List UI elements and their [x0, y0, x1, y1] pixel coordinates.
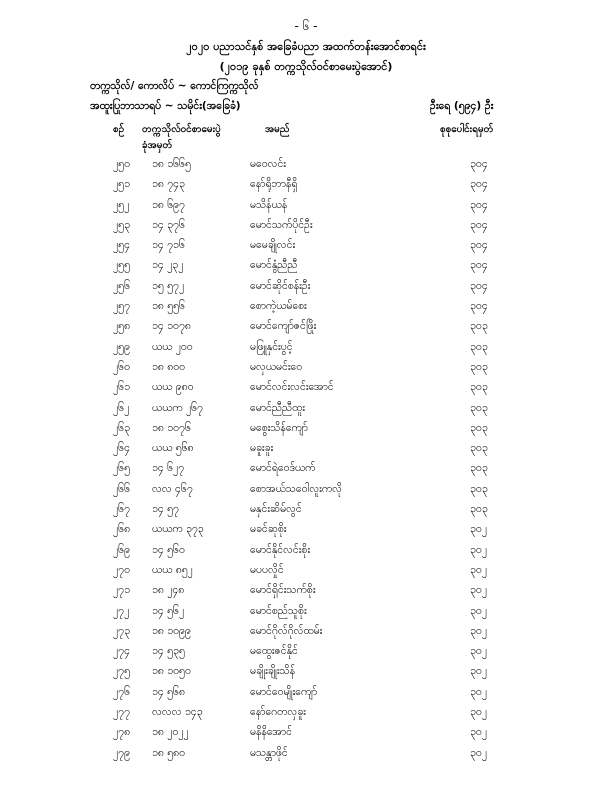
total-mark: ၃၀၄: [470, 158, 488, 170]
student-name: မနိနိအောင်: [250, 726, 292, 739]
roll-number: ၁၄ ၁၀၇၈: [152, 320, 191, 333]
table-row: [0, 523, 612, 543]
document-subtitle: (၂၀၁၉ ခုနှစ် တက္ကသိုလ်ဝင်စာမေးပွဲအောင်): [219, 60, 393, 73]
results-list: [0, 158, 612, 767]
student-name: မောင်ကျော်ဇင်ဖြိုး: [250, 320, 317, 333]
student-name: မလှယမင်းဝေ: [250, 360, 303, 373]
table-row: [0, 442, 612, 462]
table-row: [0, 158, 612, 178]
total-mark: ၃၀၃: [470, 401, 488, 414]
roll-number: ၁၄ ၅၃၅: [152, 645, 185, 658]
roll-number: ၁၈ ၂၀၂၂: [152, 726, 189, 739]
table-row: [0, 219, 612, 239]
roll-number: ယယ ၈၅၂: [152, 563, 193, 576]
total-mark: ၃၀၃: [470, 421, 488, 434]
total-mark: ၃၀၃: [470, 503, 488, 516]
student-name: မောင်စည်သူစိုး: [250, 604, 307, 617]
table-row: [0, 584, 612, 604]
table-row: [0, 645, 612, 665]
roll-number: ၁၈ ၁၀၇၆: [152, 421, 191, 434]
student-name: မခင်ဆုစိုး: [250, 523, 287, 536]
student-name: မမေချိုလင်း: [250, 239, 296, 252]
roll-number: ၁၄ ၅၇: [152, 503, 179, 516]
roll-number: ၁၈ ၁၀၉၉: [152, 624, 191, 637]
row-number: ၂၇၆: [113, 685, 130, 698]
roll-number: ယယက ၃၇၃: [152, 523, 204, 536]
total-mark: ၃၀၂: [470, 523, 487, 536]
header-mark: စုစုပေါင်းရမှတ်: [440, 124, 494, 135]
row-number: ၂၅၃: [113, 218, 130, 231]
roll-number: ၁၈ ၁၀၅၀: [152, 665, 191, 678]
table-row: [0, 462, 612, 482]
table-row: [0, 402, 612, 422]
total-mark: ၃၀၃: [470, 340, 488, 353]
table-row: [0, 199, 612, 219]
table-row: [0, 239, 612, 259]
student-name: မနှင်းဆိမ်လွင်: [250, 503, 302, 516]
roll-number: ၁၅ ၅၇၂: [152, 279, 185, 292]
row-number: ၂၅၄: [113, 239, 130, 252]
total-mark: ၃၀၄: [470, 300, 488, 313]
student-name: နော်ဂေတလှခူး: [250, 706, 306, 719]
student-name: မဖြူနှင်းပွင့်: [250, 340, 293, 353]
header-name: အမည်: [265, 124, 290, 135]
total-mark: ၃၀၂: [470, 706, 487, 719]
row-number: ၂၆၂: [113, 401, 130, 414]
total-mark: ၃၀၂: [470, 665, 487, 678]
student-name: မချိုးချိုးသိန်: [250, 665, 296, 678]
roll-number: ယယ ၉၈၀: [152, 381, 194, 394]
row-number: ၂၅၁: [113, 178, 130, 191]
student-name: မသန္တာဖိုင်: [250, 746, 288, 759]
total-mark: ၃၀၃: [470, 360, 488, 373]
roll-number: ၁၈ ၅၅၆: [152, 300, 185, 313]
student-name: မစွေးသိန်ကျော်: [250, 421, 308, 434]
total-mark: ၃၀၄: [470, 279, 488, 292]
table-row: [0, 381, 612, 401]
table-row: [0, 320, 612, 340]
total-mark: ၃၀၂: [470, 563, 487, 576]
table-row: [0, 280, 612, 300]
student-name: မောင်နိုင်လင်းစိုး: [250, 543, 310, 556]
table-row: [0, 686, 612, 706]
student-name: မပပလှိုင်: [250, 563, 284, 576]
row-number: ၂၅၈: [113, 320, 131, 333]
roll-number: ယယ ၂၀၀: [152, 340, 193, 353]
total-count: ဦးရေ (၅၉၄) ဦး: [430, 100, 494, 112]
student-name: မောင်ဝေမျိုးကျော်: [250, 685, 318, 698]
row-number: ၂၆၄: [113, 442, 130, 455]
document-title: ၂၀၂၀ ပညာသင်နှစ် အခြေခံပညာ အထက်တန်းအောင်စာရင်း: [186, 40, 426, 53]
row-number: ၂၅၆: [113, 279, 130, 292]
row-number: ၂၆၇: [113, 503, 130, 516]
student-name: မခူးခူး: [250, 442, 274, 455]
table-row: [0, 259, 612, 279]
row-number: ၂၆၈: [113, 523, 131, 536]
table-row: [0, 747, 612, 767]
total-mark: ၃၀၂: [470, 543, 487, 556]
total-mark: ၃၀၃: [470, 381, 488, 394]
total-mark: ၃၀၂: [470, 584, 487, 597]
row-number: ၂၇၃: [113, 624, 130, 637]
total-mark: ၃၀၃: [470, 482, 488, 495]
row-number: ၂၇၉: [113, 746, 130, 759]
student-name: စောကဲ့ယမ်စေး: [250, 300, 307, 313]
roll-number: ၁၄ ၅၆၀: [152, 543, 185, 556]
roll-number: လလလ ၁၄၃: [152, 706, 203, 719]
row-number: ၂၅၅: [113, 259, 130, 272]
table-row: [0, 625, 612, 645]
roll-number: ၁၄ ၅၆၈: [152, 685, 185, 698]
row-number: ၂၅၉: [113, 340, 130, 353]
row-number: ၂၆၆: [113, 482, 130, 495]
row-number: ၂၇၂: [113, 604, 130, 617]
total-mark: ၃၀၃: [470, 462, 488, 475]
roll-number: ၁၄ ၆၂၇: [152, 462, 185, 475]
row-number: ၂၇၇: [113, 706, 130, 719]
roll-number: ၁၄ ၅၆၂: [152, 604, 185, 617]
student-name: မဝေလင်း: [250, 158, 286, 170]
student-name: မထွေးဇင်နိုင်: [250, 645, 298, 658]
row-number: ၂၇၈: [113, 726, 131, 739]
table-row: [0, 665, 612, 685]
row-number: ၂၇၁: [113, 584, 130, 597]
table-row: [0, 422, 612, 442]
total-mark: ၃၀၄: [470, 198, 488, 211]
student-name: စောအယ်သဝေါလူးကလို: [250, 482, 342, 495]
table-row: [0, 300, 612, 320]
student-name: မောင်လင်းလင်းအောင်: [250, 381, 334, 394]
roll-number: ၁၄ ၇၁၆: [152, 239, 185, 252]
student-name: မောင်ရဲဝေဒ်ယက်: [250, 462, 316, 475]
table-row: [0, 605, 612, 625]
student-name: မောင်ဆိုင်စန်းဦး: [250, 279, 311, 292]
roll-number: ယယက ၂၆၇: [152, 401, 203, 414]
total-mark: ၃၀၄: [470, 218, 488, 231]
table-row: [0, 341, 612, 361]
roll-number: လလ ၄၆၇: [152, 482, 193, 495]
row-number: ၂၆၉: [113, 543, 130, 556]
total-mark: ၃၀၂: [470, 624, 487, 637]
total-mark: ၃၀၃: [470, 442, 488, 455]
header-no: စဉ်: [113, 124, 125, 135]
roll-number: ၁၈ ၆၉၇: [152, 198, 185, 211]
row-number: ၂၅၇: [113, 300, 130, 313]
roll-number: ၁၈ ၇၄၃: [152, 178, 185, 191]
row-number: ၂၆၁: [113, 381, 130, 394]
total-mark: ၃၀၂: [470, 746, 487, 759]
header-roll: တက္ကသိုလ်ဝင်စာမေးပွဲ ခုံအမှတ်: [142, 124, 221, 151]
student-name: မောင်ဂိုလ်ဂိုလ်ထမ်း: [250, 624, 323, 637]
table-row: [0, 706, 612, 726]
table-row: [0, 564, 612, 584]
total-mark: ၃၀၂: [470, 604, 487, 617]
table-row: [0, 726, 612, 746]
total-mark: ၃၀၂: [470, 685, 487, 698]
table-row: [0, 503, 612, 523]
row-number: ၂၅၂: [113, 198, 130, 211]
total-mark: ၃၀၂: [470, 645, 487, 658]
row-number: ၂၆၅: [113, 462, 130, 475]
total-mark: ၃၀၄: [470, 239, 488, 252]
student-name: မောင်နွံညီညီ: [250, 259, 298, 272]
student-name: မောင်သက်ပိုင်ဦး: [250, 218, 313, 231]
roll-number: ၁၄ ၃၇၆: [152, 218, 185, 231]
roll-number: ယယ ၅၆၈: [152, 442, 194, 455]
table-row: [0, 483, 612, 503]
roll-number: ၁၈ ၅၈၀: [152, 746, 186, 759]
total-mark: ၃၀၄: [470, 259, 488, 272]
row-number: ၂၇၀: [113, 563, 130, 576]
roll-number: ၁၈ ၂၄၈: [152, 584, 185, 597]
student-name: မောင်ညီညီထူး: [250, 401, 305, 414]
roll-number: ၁၄ ၂၃၂: [152, 259, 184, 272]
university-line: တက္ကသိုလ်/ ကောလိပ် ~ ကောင်ကြက္ကသိုလ်: [90, 80, 259, 92]
row-number: ၂၇၅: [113, 665, 130, 678]
total-mark: ၃၀၃: [470, 320, 488, 333]
subject-line: အထူးပြုဘာသာရပ် ~ သမိုင်း(အခြေခံ): [90, 100, 241, 112]
student-name: မောင်ရှိင်းသက်စိုး: [250, 584, 316, 597]
row-number: ၂၅၀: [113, 158, 130, 170]
student-name: မသိန်ယန်: [250, 198, 288, 211]
page-number: - ၆ -: [294, 19, 318, 33]
table-row: [0, 361, 612, 381]
table-row: [0, 544, 612, 564]
total-mark: ၃၀၂: [470, 726, 487, 739]
row-number: ၂၆၀: [113, 360, 130, 373]
roll-number: ၁၈ ၈၀၀: [152, 360, 186, 373]
table-row: [0, 178, 612, 198]
roll-number: ၁၈ ၁၆၆၅: [152, 158, 191, 170]
student-name: နော်ရိုဘာနီရှိ: [250, 178, 298, 191]
total-mark: ၃၀၄: [470, 178, 488, 191]
row-number: ၂၆၃: [113, 421, 130, 434]
row-number: ၂၇၄: [113, 645, 130, 658]
